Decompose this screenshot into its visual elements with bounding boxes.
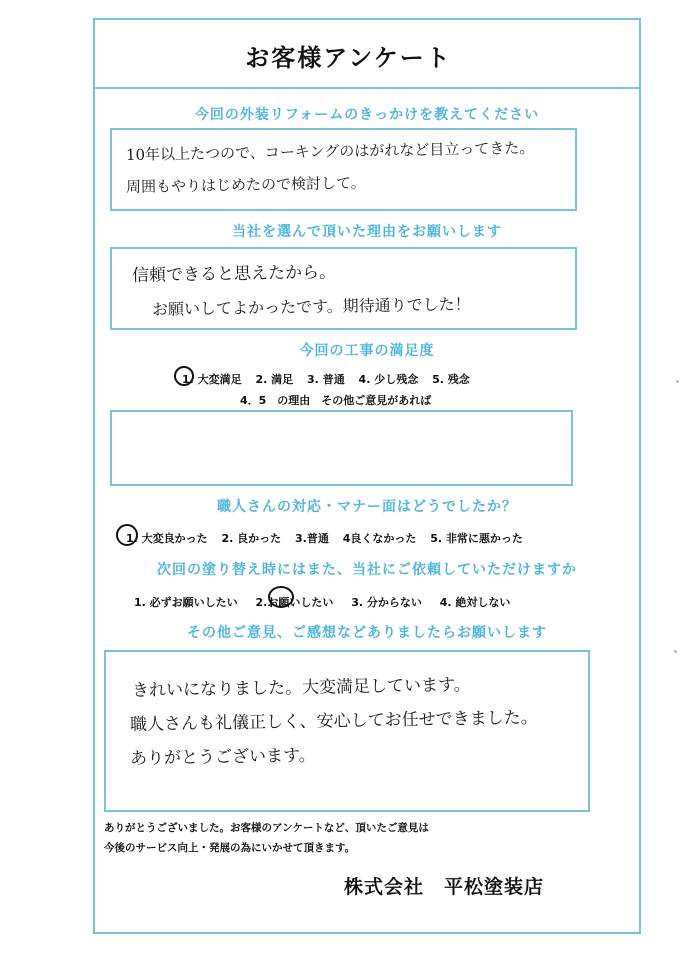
q3-option-1[interactable]: 1. 大変満足	[182, 373, 242, 386]
q3-option-2[interactable]: 2. 満足	[255, 373, 294, 386]
q4-option-5[interactable]: 5. 非常に悪かった	[430, 532, 523, 545]
company-name: 株式会社 平松塗装店	[344, 876, 545, 898]
q2-answer-line-2: お願いしてよかったです。期待通りでした！	[151, 294, 471, 319]
q3-option-4[interactable]: 4. 少し残念	[358, 373, 419, 386]
q2-answer-box[interactable]	[110, 247, 577, 330]
q3-heading: 今回の工事の満足度	[299, 343, 435, 359]
page-title: お客様アンケート	[245, 44, 452, 72]
q4-option-1[interactable]: 1. 大変良かった	[126, 532, 208, 545]
q5-option-4[interactable]: 4. 絶対しない	[439, 596, 511, 609]
q5-option-1[interactable]: 1. 必ずお願いしたい	[134, 596, 238, 609]
scan-speck	[676, 380, 679, 383]
q5-option-3[interactable]: 3. 分からない	[351, 596, 422, 609]
q5-options	[134, 594, 520, 610]
q6-answer-box[interactable]	[104, 650, 590, 812]
scan-speck	[674, 650, 677, 653]
title-divider	[93, 87, 641, 89]
q6-answer-line-2: 職人さんも礼儀正しく、安心してお任せできました。	[129, 707, 538, 735]
q6-heading: その他ご意見、ご感想などありましたらお願いします	[187, 625, 547, 641]
q2-answer-line-1: 信頼できると思えたから。	[131, 262, 337, 286]
q4-option-3[interactable]: 3.普通	[295, 532, 329, 545]
q3-option-3[interactable]: 3. 普通	[307, 373, 345, 386]
footer-thanks-line-1: ありがとうございました。お客様のアンケートなど、頂いたご意見は	[104, 822, 429, 834]
q5-heading: 次回の塗り替え時にはまた、当社にご依頼していただけますか	[157, 562, 577, 578]
q4-option-4[interactable]: 4良くなかった	[342, 532, 417, 545]
q4-options	[126, 530, 533, 546]
q4-selected-circle	[116, 524, 138, 546]
q1-answer-box[interactable]	[110, 128, 577, 211]
q4-option-2[interactable]: 2. 良かった	[221, 532, 282, 545]
q1-heading: 今回の外装リフォームのきっかけを教えてください	[194, 107, 540, 123]
q3-option-5[interactable]: 5. 残念	[432, 373, 470, 386]
q1-answer-line-1: 10年以上たつので、コーキングのはがれなど目立ってきた。	[125, 138, 535, 164]
q3-options	[182, 371, 480, 387]
q6-answer-line-1: きれいになりました。大変満足しています。	[131, 675, 471, 701]
q6-answer-line-3: ありがとうございます。	[129, 745, 316, 769]
q3-selected-circle	[174, 366, 194, 386]
q4-heading: 職人さんの対応・マナー面はどうでしたか？	[217, 499, 517, 515]
q5-option-2[interactable]: 2.お願いしたい	[255, 596, 334, 609]
q3-reason-box[interactable]	[110, 410, 573, 486]
footer-thanks-line-2: 今後のサービス向上・発展の為にいかせて頂きます。	[104, 842, 356, 854]
q3-sub-label: 4．5 の理由 その他ご意見があれば	[240, 394, 432, 407]
q1-answer-line-2: 周囲もやりはじめたので検討して。	[125, 173, 366, 196]
q5-selected-circle	[268, 586, 294, 608]
q2-heading: 当社を選んで頂いた理由をお願いします	[232, 224, 502, 240]
